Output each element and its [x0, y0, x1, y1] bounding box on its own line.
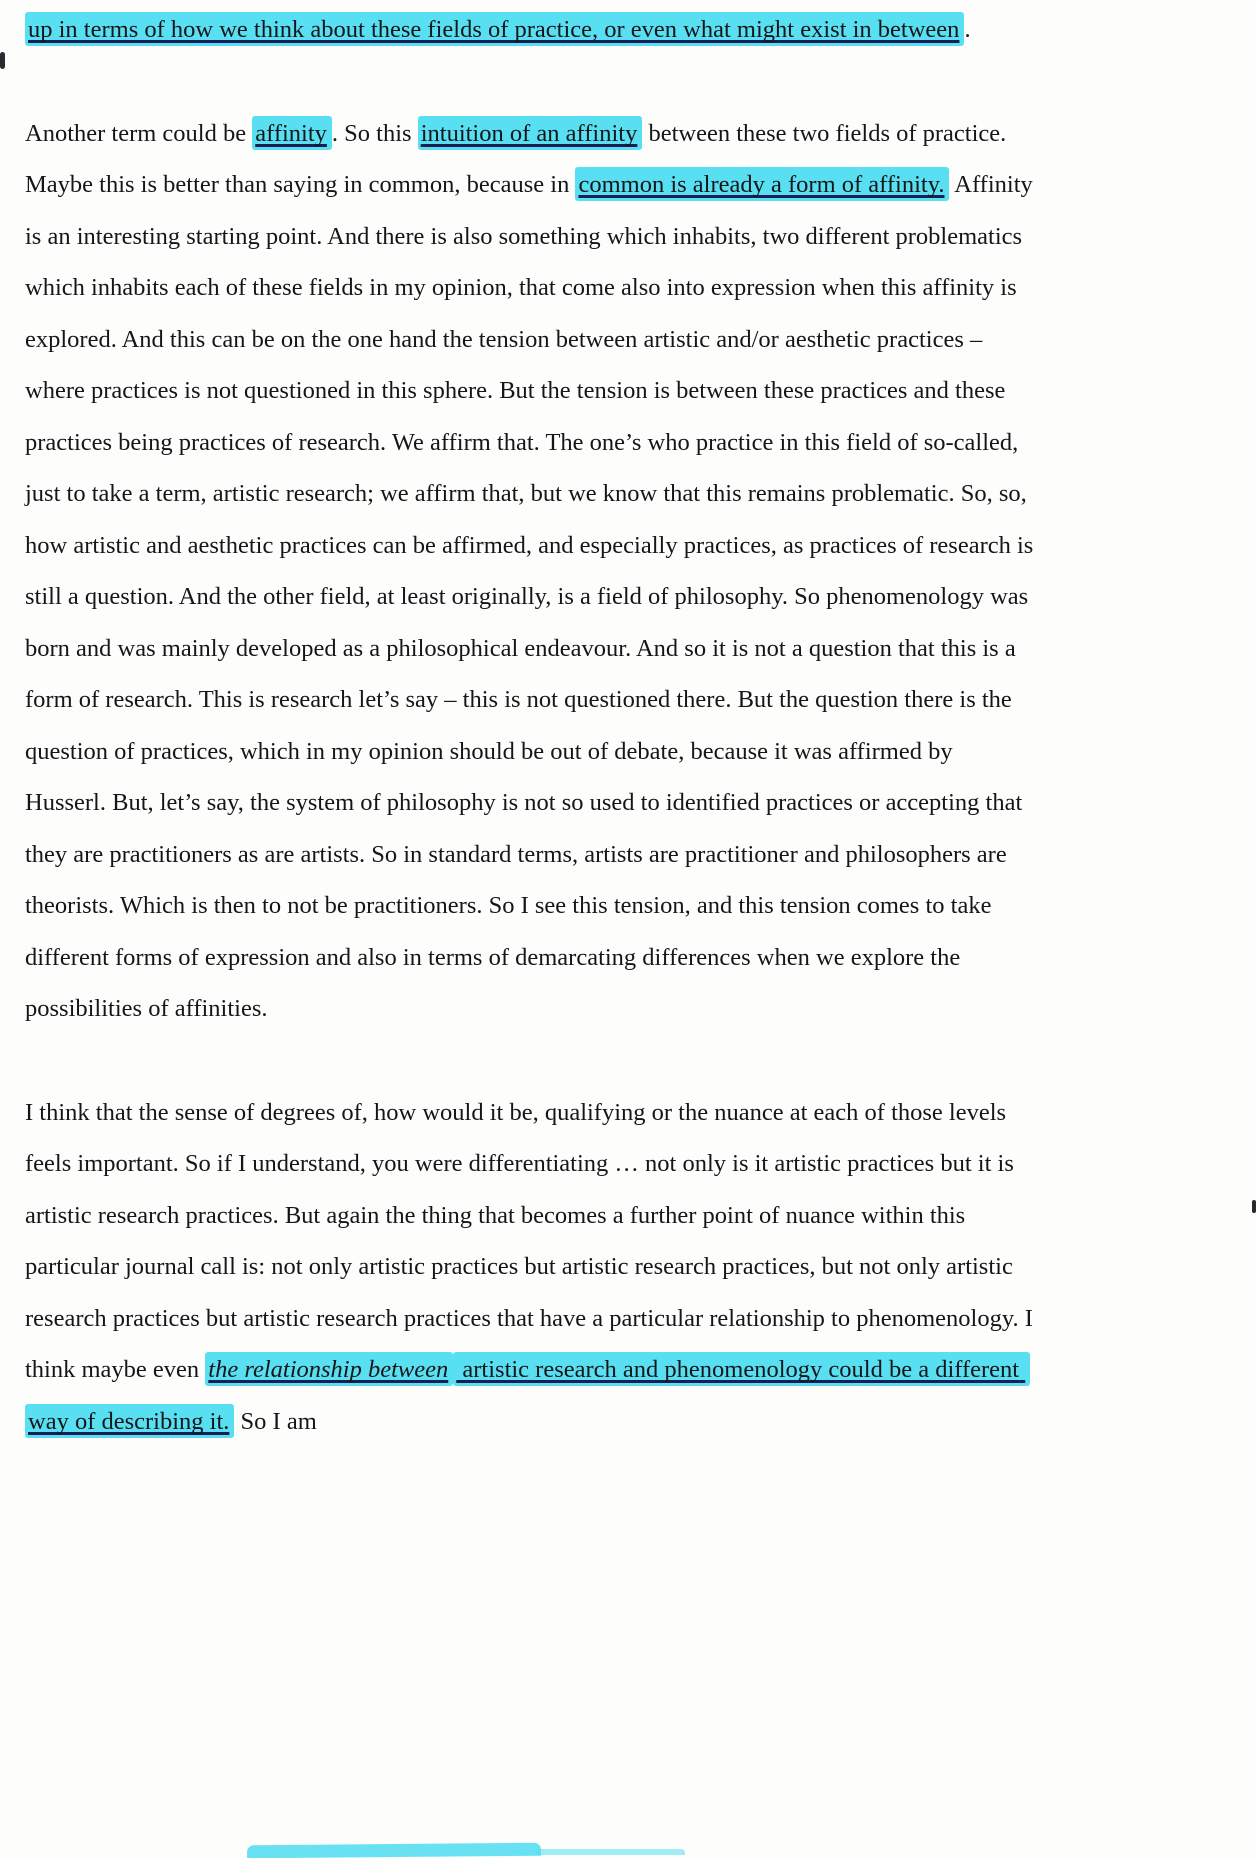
paragraph: [25, 108, 1039, 1035]
highlighted-text: artistic research and phenomenology could be a different way of describing it.: [25, 1352, 1030, 1438]
document-page: [25, 4, 1039, 1499]
highlighted-text: the relationship between: [205, 1352, 453, 1386]
highlighted-text: affinity: [252, 116, 332, 150]
text-segment: between these two fields of practice. Maybe this is better than saying in common, because in: [25, 119, 1013, 198]
highlighted-text: up in terms of how we think about these fields of practice, or even what might exist in between: [25, 12, 964, 46]
paragraph: [25, 1087, 1039, 1448]
paragraph: [25, 4, 1039, 56]
scan-artifact: [1252, 1200, 1256, 1213]
highlighted-text: intuition of an affinity: [418, 116, 643, 150]
scan-artifact: [0, 52, 5, 69]
text-segment: .: [964, 16, 971, 43]
text-segment: I think that the sense of degrees of, how would it be, qualifying or the nuance at each of those levels feels important. So if I understand, you were differentiating … not only is it artistic practices but it is artistic research practices. But again the thing that becomes a further point of nuance within this particular journal call is: not only artistic practices but artistic research practices, but not only artistic research practices but artistic research practices that have a particular relationship to phenomenology. I think maybe even: [25, 1098, 1040, 1383]
highlighter-smear: [247, 1843, 541, 1858]
highlighted-text: common is already a form of affinity.: [575, 167, 949, 201]
text-segment: Affinity is an interesting starting point. And there is also something which inhabits, two different problematics which inhabits each of these fields in my opinion, that come also into expression when this affinity is explored. And this can be on the one hand the tension between artistic and/or aesthetic practices – where practices is not questioned in this sphere. But the tension is between these practices and these practices being practices of research. We affirm that. The one’s who practice in this field of so-called, just to take a term, artistic research; we affirm that, but we know that this remains problematic. So, so, how artistic and aesthetic practices can be affirmed, and especially practices, as practices of research is still a question. And the other field, at least originally, is a field of philosophy. So phenomenology was born and was mainly developed as a philosophical endeavour. And so it is not a question that this is a form of research. This is research let’s say – this is not questioned there. But the question there is the question of practices, which in my opinion should be out of debate, because it was affirmed by Husserl. But, let’s say, the system of philosophy is not so used to identified practices or accepting that they are practitioners as are artists. So in standard terms, artists are practitioner and philosophers are theorists. Which is then to not be practitioners. So I see this tension, and this tension comes to take different forms of expression and also in terms of demarcating differences when we explore the possibilities of affinities.: [25, 171, 1040, 1022]
text-segment: So I am: [234, 1407, 317, 1435]
highlighter-smear-faint: [535, 1849, 685, 1855]
text-segment: . So this: [331, 119, 418, 147]
text-segment: Another term could be: [25, 119, 253, 147]
